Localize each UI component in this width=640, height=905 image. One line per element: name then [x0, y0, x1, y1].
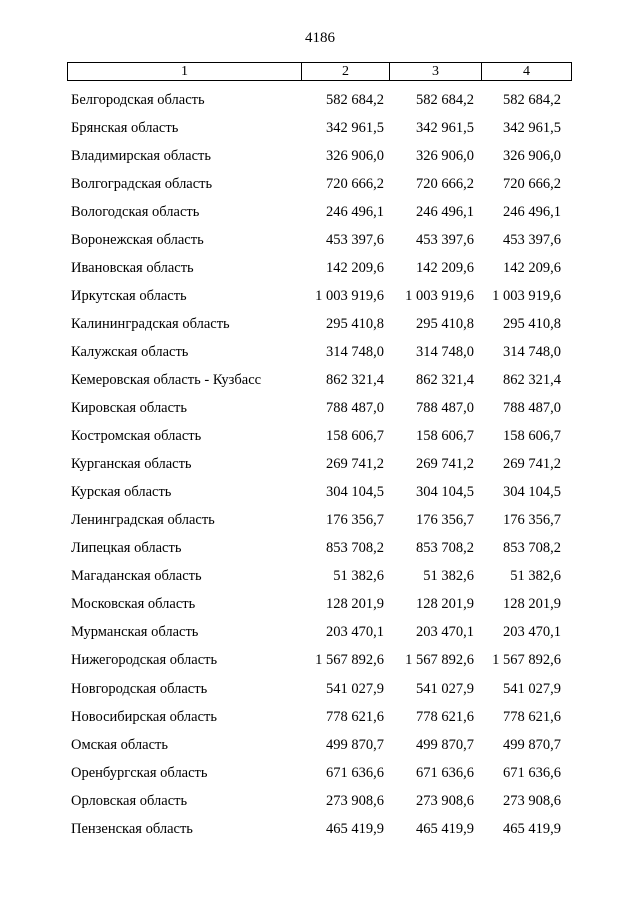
- table-row: [67, 619, 570, 647]
- column-header-2: 2: [302, 63, 390, 81]
- value-cell-2: 671 636,6: [326, 764, 384, 781]
- value-cell-3: 499 870,7: [416, 736, 474, 753]
- region-name: Новосибирская область: [71, 708, 217, 725]
- region-name: Вологодская область: [71, 203, 200, 220]
- value-cell-4: 582 684,2: [503, 91, 561, 108]
- value-cell-2: 326 906,0: [326, 147, 384, 164]
- region-name: Волгоградская область: [71, 175, 213, 192]
- column-header-1: 1: [68, 63, 302, 81]
- table-row: [67, 563, 570, 591]
- table-row: [67, 423, 570, 451]
- value-cell-4: 453 397,6: [503, 231, 561, 248]
- value-cell-3: 269 741,2: [416, 456, 474, 473]
- value-cell-3: 342 961,5: [416, 119, 474, 136]
- value-cell-2: 453 397,6: [326, 231, 384, 248]
- value-cell-4: 862 321,4: [503, 371, 561, 388]
- value-cell-2: 51 382,6: [333, 568, 384, 585]
- value-cell-3: 295 410,8: [416, 315, 474, 332]
- value-cell-4: 246 496,1: [503, 203, 561, 220]
- value-cell-3: 788 487,0: [416, 400, 474, 417]
- table-row: [67, 338, 570, 366]
- region-name: Мурманская область: [71, 624, 199, 641]
- value-cell-3: 326 906,0: [416, 147, 474, 164]
- value-cell-2: 862 321,4: [326, 371, 384, 388]
- value-cell-3: 158 606,7: [416, 428, 474, 445]
- value-cell-3: 128 201,9: [416, 596, 474, 613]
- table-row: [67, 647, 570, 675]
- value-cell-2: 203 470,1: [326, 624, 384, 641]
- value-cell-3: 671 636,6: [416, 764, 474, 781]
- table-row: [67, 535, 570, 563]
- table-row: [67, 815, 570, 843]
- region-name: Ивановская область: [71, 259, 194, 276]
- region-name: Курганская область: [71, 456, 192, 473]
- value-cell-4: 304 104,5: [503, 484, 561, 501]
- table-row: [67, 282, 570, 310]
- region-name: Иркутская область: [71, 287, 187, 304]
- value-cell-4: 51 382,6: [510, 568, 561, 585]
- value-cell-4: 499 870,7: [503, 736, 561, 753]
- value-cell-2: 295 410,8: [326, 315, 384, 332]
- region-name: Ленинградская область: [71, 512, 215, 529]
- column-header-3: 3: [390, 63, 482, 81]
- region-name: Нижегородская область: [71, 652, 218, 669]
- value-cell-2: 269 741,2: [326, 456, 384, 473]
- value-cell-4: 1 003 919,6: [492, 287, 561, 304]
- column-header-row: [68, 63, 572, 81]
- region-name: Владимирская область: [71, 147, 211, 164]
- value-cell-2: 541 027,9: [326, 680, 384, 697]
- value-cell-3: 246 496,1: [416, 203, 474, 220]
- region-name: Калужская область: [71, 343, 189, 360]
- value-cell-2: 720 666,2: [326, 175, 384, 192]
- value-cell-3: 142 209,6: [416, 259, 474, 276]
- page-number: 4186: [305, 30, 335, 46]
- value-cell-3: 541 027,9: [416, 680, 474, 697]
- value-cell-3: 51 382,6: [423, 568, 474, 585]
- value-cell-4: 203 470,1: [503, 624, 561, 641]
- value-cell-2: 465 419,9: [326, 820, 384, 837]
- value-cell-4: 853 708,2: [503, 540, 561, 557]
- value-cell-3: 1 567 892,6: [405, 652, 474, 669]
- column-header-4: 4: [482, 63, 572, 81]
- value-cell-4: 778 621,6: [503, 708, 561, 725]
- value-cell-4: 158 606,7: [503, 428, 561, 445]
- value-cell-3: 582 684,2: [416, 91, 474, 108]
- region-name: Кемеровская область - Кузбасс: [71, 371, 262, 388]
- table-row: [67, 170, 570, 198]
- region-name: Магаданская область: [71, 568, 202, 585]
- region-name: Омская область: [71, 736, 168, 753]
- value-cell-4: 541 027,9: [503, 680, 561, 697]
- table-row: [67, 507, 570, 535]
- value-cell-4: 671 636,6: [503, 764, 561, 781]
- table-row: [67, 731, 570, 759]
- value-cell-3: 465 419,9: [416, 820, 474, 837]
- region-name: Костромская область: [71, 428, 202, 445]
- table-row: [67, 395, 570, 423]
- value-cell-4: 176 356,7: [503, 512, 561, 529]
- table-row: [67, 703, 570, 731]
- value-cell-2: 1 567 892,6: [315, 652, 384, 669]
- value-cell-2: 342 961,5: [326, 119, 384, 136]
- column-header-table: [67, 62, 572, 81]
- value-cell-2: 158 606,7: [326, 428, 384, 445]
- value-cell-3: 720 666,2: [416, 175, 474, 192]
- region-name: Пензенская область: [71, 820, 193, 837]
- value-cell-3: 1 003 919,6: [405, 287, 474, 304]
- region-name: Орловская область: [71, 792, 188, 809]
- value-cell-4: 269 741,2: [503, 456, 561, 473]
- value-cell-3: 862 321,4: [416, 371, 474, 388]
- region-name: Московская область: [71, 596, 196, 613]
- value-cell-4: 342 961,5: [503, 119, 561, 136]
- region-name: Калининградская область: [71, 315, 230, 332]
- value-cell-2: 853 708,2: [326, 540, 384, 557]
- value-cell-4: 314 748,0: [503, 343, 561, 360]
- value-cell-3: 778 621,6: [416, 708, 474, 725]
- value-cell-3: 273 908,6: [416, 792, 474, 809]
- table-body: [67, 86, 570, 843]
- table-row: [67, 114, 570, 142]
- value-cell-3: 853 708,2: [416, 540, 474, 557]
- value-cell-3: 304 104,5: [416, 484, 474, 501]
- value-cell-4: 295 410,8: [503, 315, 561, 332]
- table-row: [67, 226, 570, 254]
- value-cell-2: 273 908,6: [326, 792, 384, 809]
- table-row: [67, 787, 570, 815]
- value-cell-2: 1 003 919,6: [315, 287, 384, 304]
- table-row: [67, 198, 570, 226]
- region-name: Брянская область: [71, 119, 179, 136]
- table-row: [67, 142, 570, 170]
- region-name: Белгородская область: [71, 91, 205, 108]
- table-row: [67, 479, 570, 507]
- value-cell-4: 142 209,6: [503, 259, 561, 276]
- value-cell-2: 304 104,5: [326, 484, 384, 501]
- table-row: [67, 310, 570, 338]
- value-cell-2: 128 201,9: [326, 596, 384, 613]
- value-cell-4: 273 908,6: [503, 792, 561, 809]
- value-cell-4: 326 906,0: [503, 147, 561, 164]
- value-cell-2: 314 748,0: [326, 343, 384, 360]
- value-cell-2: 499 870,7: [326, 736, 384, 753]
- value-cell-2: 582 684,2: [326, 91, 384, 108]
- value-cell-3: 176 356,7: [416, 512, 474, 529]
- region-name: Оренбургская область: [71, 764, 208, 781]
- value-cell-2: 788 487,0: [326, 400, 384, 417]
- region-name: Кировская область: [71, 400, 188, 417]
- table-row: [67, 675, 570, 703]
- region-name: Курская область: [71, 484, 172, 501]
- table-row: [67, 366, 570, 394]
- value-cell-3: 203 470,1: [416, 624, 474, 641]
- value-cell-3: 453 397,6: [416, 231, 474, 248]
- value-cell-2: 246 496,1: [326, 203, 384, 220]
- table-row: [67, 86, 570, 114]
- value-cell-2: 778 621,6: [326, 708, 384, 725]
- region-name: Новгородская область: [71, 680, 208, 697]
- table-row: [67, 591, 570, 619]
- table-row: [67, 254, 570, 282]
- value-cell-4: 128 201,9: [503, 596, 561, 613]
- value-cell-2: 142 209,6: [326, 259, 384, 276]
- value-cell-2: 176 356,7: [326, 512, 384, 529]
- region-name: Липецкая область: [71, 540, 182, 557]
- table-row: [67, 759, 570, 787]
- value-cell-4: 720 666,2: [503, 175, 561, 192]
- value-cell-4: 788 487,0: [503, 400, 561, 417]
- value-cell-4: 465 419,9: [503, 820, 561, 837]
- value-cell-3: 314 748,0: [416, 343, 474, 360]
- value-cell-4: 1 567 892,6: [492, 652, 561, 669]
- table-row: [67, 451, 570, 479]
- region-name: Воронежская область: [71, 231, 204, 248]
